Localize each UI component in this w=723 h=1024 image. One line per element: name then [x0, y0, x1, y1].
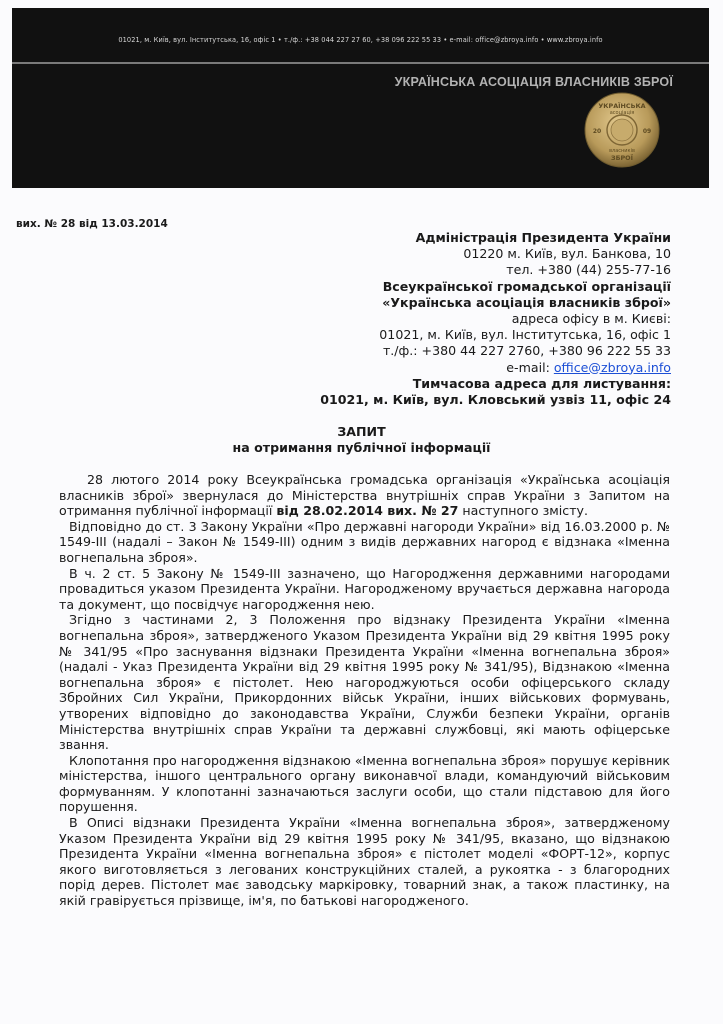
- paragraph-6: В Описі відзнаки Президента України «Іменна вогнепальна зброя», затвердженому Указом Президента України від 29 квітня 1995 року № 341/95, вказано, що відзнакою Президента України «Іменна вогнепальна зброя» є пістолет моделі «ФОРТ-12», корпус якого виготовляється з легованих конструкційних сталей, а рукоятка - з благородних порід дерев. Пістолет має заводську маркіровку, товарний знак, а також пластинку, на якій гравірується прізвище, ім'я, по батькові нагородженого.: [59, 815, 670, 909]
- sender-line-2: «Українська асоціація власників зброї»: [382, 294, 671, 310]
- office-address: 01021, м. Київ, вул. Інститутська, 16, офіс 1: [379, 327, 671, 343]
- paragraph-1: [59, 472, 670, 519]
- recipient-address: 01220 м. Київ, вул. Банкова, 10: [463, 246, 671, 262]
- document-title: [0, 424, 723, 456]
- paragraph-3: В ч. 2 ст. 5 Закону № 1549-III зазначено, що Нагородження державними нагородами провадиться указом Президента України. Нагородженому вручається державна нагорода та документ, що посвідчує нагородження нею.: [59, 565, 670, 612]
- seal-text-zbroi: ЗБРОЇ: [611, 154, 633, 162]
- recipient-name: Адміністрація Президента України: [415, 230, 671, 245]
- paragraph-2: Відповідно до ст. 3 Закону України «Про державні нагороди України» від 16.03.2000 р. № 1549-III (надалі – Закон № 1549-III) одним з видів державних нагород є відзнака «Іменна вогнепальна зброя».: [59, 518, 670, 565]
- paragraph-1-text-b: наступного змісту.: [458, 503, 588, 519]
- office-phones: т./ф.: +380 44 227 2760, +380 96 222 55 33: [382, 343, 671, 359]
- email-line: [320, 360, 671, 376]
- email-label: e-mail:: [506, 359, 550, 375]
- letterhead-band: [12, 8, 709, 188]
- paragraph-4: Згідно з частинами 2, 3 Положення про відзнаку Президента України «Іменна вогнепальна зброя», затвердженого Указом Президента України від 29 квітня 1995 року № 341/95 «Про заснування відзнаки Президента України «Іменна вогнепальна зброя» (надалі - Указ Президента України від 29 квітня 1995 року № 341/95), Відзнакою «Іменна вогнепальна зброя» є пістолет. Нею нагороджуються особи офіцерського складу Збройних Сил України, Прикордонних військ України, інших військових формувань, утворених відповідно до законодавства України, Служби безпеки України, органів Міністерства внутрішніх справ України та державні службовці, які мають офіцерське звання.: [59, 612, 670, 753]
- paragraph-5: Клопотання про нагородження відзнакою «Іменна вогнепальна зброя» порушує керівник міністерства, іншого центрального органу виконавчої влади, командуючий військовим формуванням. У клопотанні зазначаються заслуги особи, що стали підставою для його порушення.: [59, 752, 670, 815]
- addressee-block: [320, 230, 671, 408]
- outgoing-number: вих. № 28 від 13.03.2014: [16, 218, 168, 230]
- recipient-phone: тел. +380 (44) 255-77-16: [506, 262, 671, 278]
- seal-year-left: 20: [592, 128, 602, 135]
- paragraph-1-text-a: 28 лютого 2014 року Всеукраїнська громадська організація «Українська асоціація власників зброї» звернулася до Міністерства внутрішніх справ України з Запитом на отримання публічної інформації: [59, 472, 670, 519]
- seal-text-mid: асоціація: [609, 110, 635, 116]
- title-line-1: ЗАПИТ: [337, 424, 386, 439]
- title-line-2: на отримання публічної інформації: [232, 440, 491, 455]
- document-body: [59, 472, 670, 909]
- seal-text-top: УКРАЇНСЬКА: [598, 102, 646, 110]
- office-label: адреса офісу в м. Києві:: [511, 311, 671, 327]
- letterhead-org-name: УКРАЇНСЬКА АСОЦІАЦІЯ ВЛАСНИКІВ ЗБРОЇ: [394, 75, 673, 89]
- association-seal-icon: [584, 92, 660, 168]
- temp-address-label: Тимчасова адреса для листування:: [412, 375, 671, 391]
- temp-address: 01021, м. Київ, вул. Кловський узвіз 11, офіс 24: [320, 392, 671, 408]
- letterhead-contacts: 01021, м. Київ, вул. Інститутська, 16, офіс 1 • т./ф.: +38 044 227 27 60, +38 096 222 55 33 • e-mail: office@zbroya.info • www.zbroya.info: [118, 36, 603, 44]
- seal-text-bottom: власників: [609, 148, 635, 154]
- email-link[interactable]: office@zbroya.info: [553, 359, 671, 375]
- sender-line-1: Всеукраїнської громадської організації: [382, 278, 671, 294]
- seal-year-right: 09: [642, 128, 652, 135]
- paragraph-1-reference: від 28.02.2014 вих. № 27: [276, 503, 459, 519]
- letterhead-divider: [12, 62, 709, 64]
